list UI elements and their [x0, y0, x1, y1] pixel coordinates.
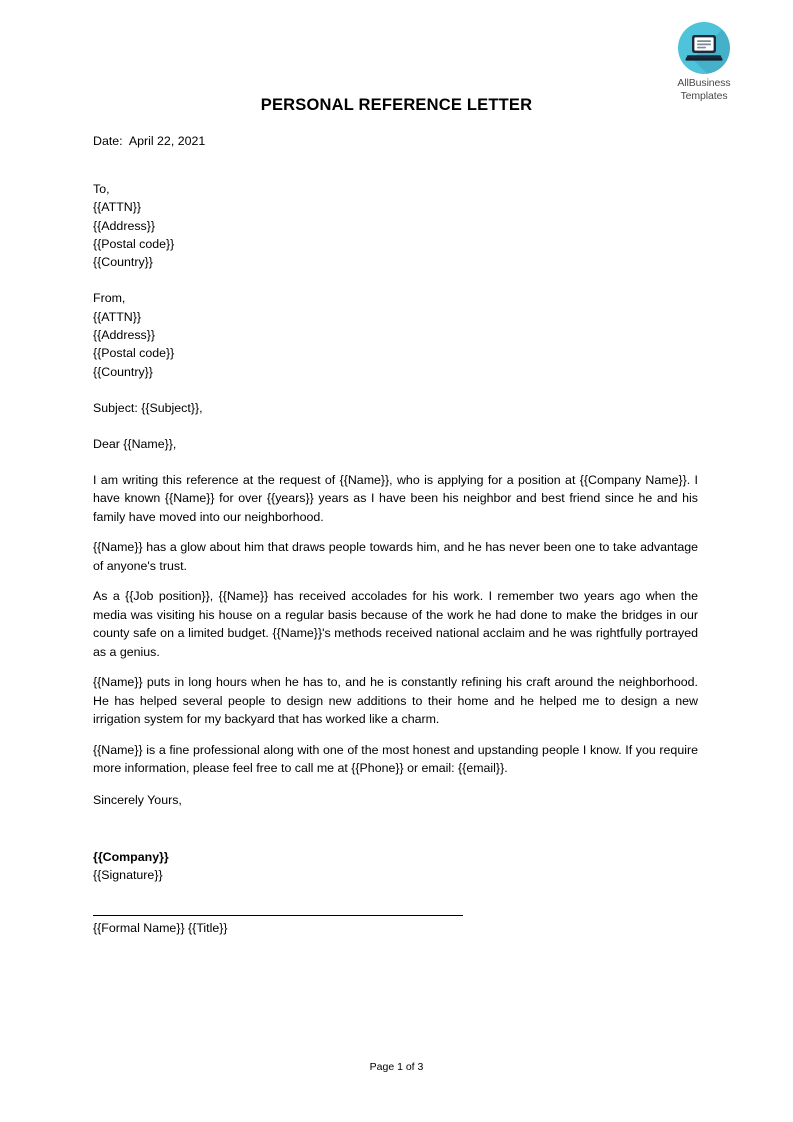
from-label: From,	[93, 291, 126, 306]
sender-address-block	[93, 289, 698, 380]
from-postal-code: {{Postal code}}	[93, 346, 175, 361]
brand-logo	[655, 22, 753, 102]
signature-name: {{Signature}}	[93, 867, 163, 882]
to-attn: {{ATTN}}	[93, 200, 141, 215]
to-country: {{Country}}	[93, 255, 153, 270]
logo-mark	[678, 22, 730, 74]
body-paragraph-4: {{Name}} puts in long hours when he has to, and he is constantly refining his craft around the neighborhood. He has helped several people to design new additions to their home and he helped me to design a new irrigation system for my backyard that has worked like a charm.	[93, 675, 698, 727]
spacer	[93, 150, 698, 180]
brand-name-line2: Templates	[680, 89, 728, 102]
letter-body	[93, 132, 698, 937]
brand-name-line1: AllBusiness	[677, 77, 731, 89]
from-address: {{Address}}	[93, 328, 156, 343]
to-postal-code: {{Postal code}}	[93, 236, 175, 251]
spacer	[93, 778, 698, 791]
spacer	[93, 271, 698, 289]
page-footer: Page 1 of 3	[369, 1061, 424, 1073]
signature-rule	[93, 915, 463, 916]
to-address: {{Address}}	[93, 218, 156, 233]
subject-line: Subject: {{Subject}},	[93, 400, 203, 415]
signatory-line: {{Formal Name}} {{Title}}	[93, 920, 228, 935]
body-paragraph-2: {{Name}} has a glow about him that draws people towards him, and he has never been one to take advantage of anyone's trust.	[93, 540, 698, 573]
from-attn: {{ATTN}}	[93, 309, 141, 324]
salutation: Dear {{Name}},	[93, 436, 177, 451]
spacer	[93, 809, 698, 848]
body-paragraph-3: As a {{Job position}}, {{Name}} has received accolades for his work. I remember two years ago when the media was visiting his house on a regular basis because of the work he had done to make the bridges in our county safe on a limited budget. {{Name}}'s methods received national acclaim and he was rightfully portrayed as a genius.	[93, 589, 698, 659]
date-line: Date: April 22, 2021	[93, 134, 206, 148]
signature-company: {{Company}}	[93, 849, 169, 864]
closing: Sincerely Yours,	[93, 792, 182, 807]
to-label: To,	[93, 182, 110, 196]
from-country: {{Country}}	[93, 364, 153, 379]
spacer	[93, 453, 698, 471]
page-title: PERSONAL REFERENCE LETTER	[260, 96, 533, 114]
body-paragraph-1: I am writing this reference at the request of {{Name}}, who is applying for a position at {{Company Name}}. I have known {{Name}} for over {{years}} years as I have been his neighbor and best friend since he and his family have moved into our neighborhood.	[93, 472, 698, 524]
recipient-address-block	[93, 180, 698, 271]
laptop-icon	[678, 22, 730, 74]
spacer	[93, 884, 698, 915]
body-paragraph-5: {{Name}} is a fine professional along with one of the most honest and upstanding people I know. If you require more information, please feel free to call me at {{Phone}} or email: {{email}}.	[93, 742, 698, 776]
spacer	[93, 381, 698, 399]
spacer	[93, 417, 698, 435]
